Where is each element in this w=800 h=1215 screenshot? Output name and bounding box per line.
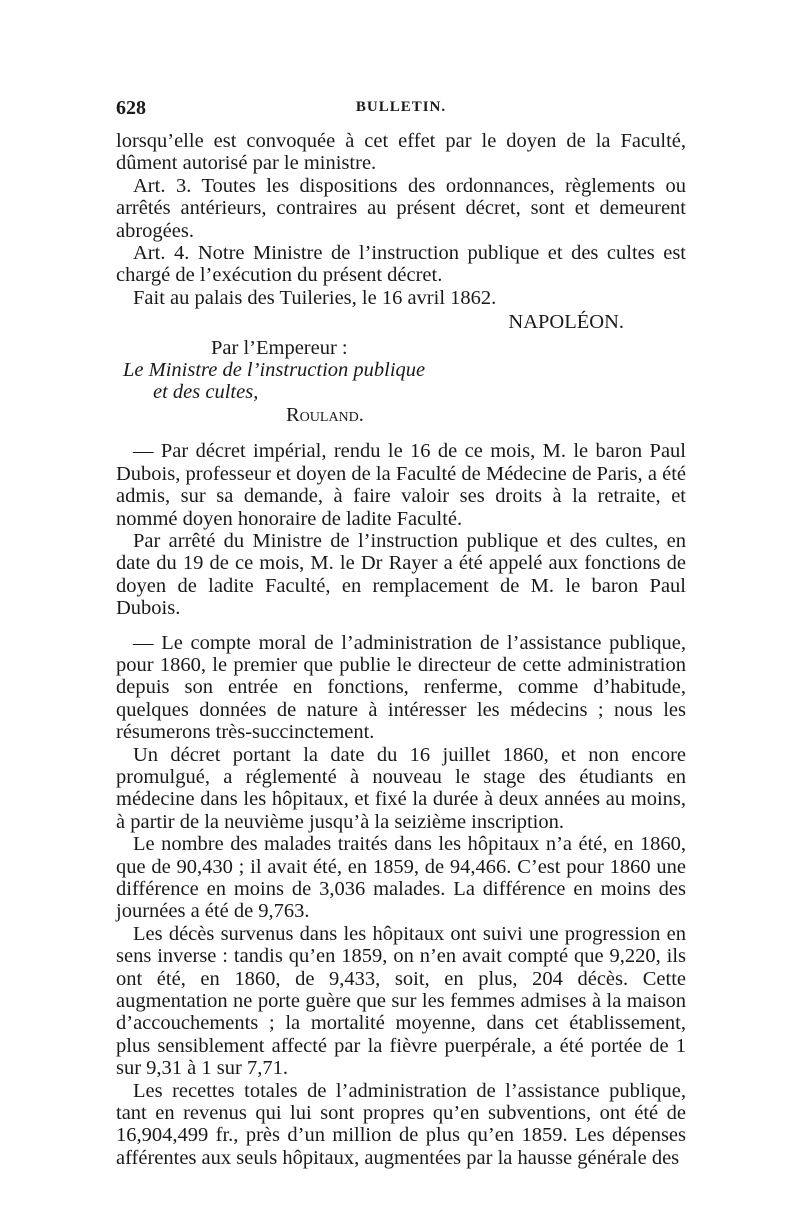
- decree-continuation-paragraph: lorsqu’elle est convoquée à cet effet par le doyen de la Faculté, dûment autorisé par le ministre.: [116, 130, 686, 175]
- patients-count-paragraph: Le nombre des malades traités dans les hôpitaux n’a été, en 1860, que de 90,430 ; il avait été, en 1859, de 94,466. C’est pour 1860 une différence en moins de 3,036 malades. La différence en moins des journées a été de 9,763.: [116, 833, 686, 923]
- rayer-appointment-paragraph: Par arrêté du Ministre de l’instruction publique et des cultes, en date du 19 de ce mois, M. le Dr Rayer a été appelé aux fonctions de doyen de ladite Faculté, en remplacement de M. le baron Paul Dubois.: [116, 529, 686, 620]
- article-4-paragraph: Art. 4. Notre Ministre de l’instruction publique et des cultes est chargé de l’exécution du présent décret.: [116, 242, 686, 287]
- minister-title-line-1: Le Ministre de l’instruction publique: [123, 359, 426, 382]
- page-body: [116, 130, 686, 1169]
- deaths-paragraph: Les décès survenus dans les hôpitaux ont suivi une progression en sens inverse : tandis qu’en 1859, on n’en avait compté que 9,220, ils ont été, en 1860, de 9,433, soit, en plus, 204 décès. Cette augmentation ne porte guère que sur les femmes admises à la maison d’accouchements ; la mortalité moyenne, dans cet établissement, plus sensiblement affecté par la fièvre puerpérale, a été portée de 1 sur 9,31 à 1 sur 7,71.: [116, 922, 686, 1080]
- section-gap: [116, 426, 686, 440]
- emperor-signature: NAPOLÉON.: [508, 311, 624, 334]
- revenues-paragraph: Les recettes totales de l’administration de l’assistance publique, tant en revenus qui lui sont propres qu’en subventions, ont été de 16,904,499 fr., près d’un million de plus qu’en 1859. Les dépenses afférentes aux seuls hôpitaux, augmentées par la hausse générale des: [116, 1079, 686, 1169]
- minister-signature: Rouland.: [286, 403, 364, 426]
- page-header: [116, 97, 686, 125]
- by-emperor-line: Par l’Empereur :: [211, 336, 348, 359]
- section-gap: [116, 620, 686, 632]
- page-number: 628: [116, 97, 146, 119]
- decree-stage-paragraph: Un décret portant la date du 16 juillet 1860, et non encore promulgué, a réglementé à nouveau le stage des étudiants en médecine dans les hôpitaux, et fixé la durée à deux années au moins, à partir de la neuvième jusqu’à la seizième inscription.: [116, 743, 686, 833]
- moral-account-paragraph: — Le compte moral de l’administration de l’assistance publique, pour 1860, le premier que publie le directeur de cette administration depuis son entrée en fonctions, renferme, comme d’habitude, quelques données de nature à intéresser les médecins ; nous les résumerons très-succinctement.: [116, 631, 686, 744]
- dubois-retirement-paragraph: — Par décret impérial, rendu le 16 de ce mois, M. le baron Paul Dubois, professeur et doyen de la Faculté de Médecine de Paris, a été admis, sur sa demande, à faire valoir ses droits à la retraite, et nommé doyen honoraire de ladite Faculté.: [116, 440, 686, 530]
- minister-title-line-2: et des cultes,: [153, 381, 259, 404]
- article-3-paragraph: Art. 3. Toutes les dispositions des ordonnances, règlements ou arrêtés antérieurs, contraires au présent décret, sont et demeurent abrogées.: [116, 174, 686, 242]
- date-place-paragraph: Fait au palais des Tuileries, le 16 avril 1862.: [133, 286, 497, 309]
- running-head: BULLETIN.: [355, 99, 447, 115]
